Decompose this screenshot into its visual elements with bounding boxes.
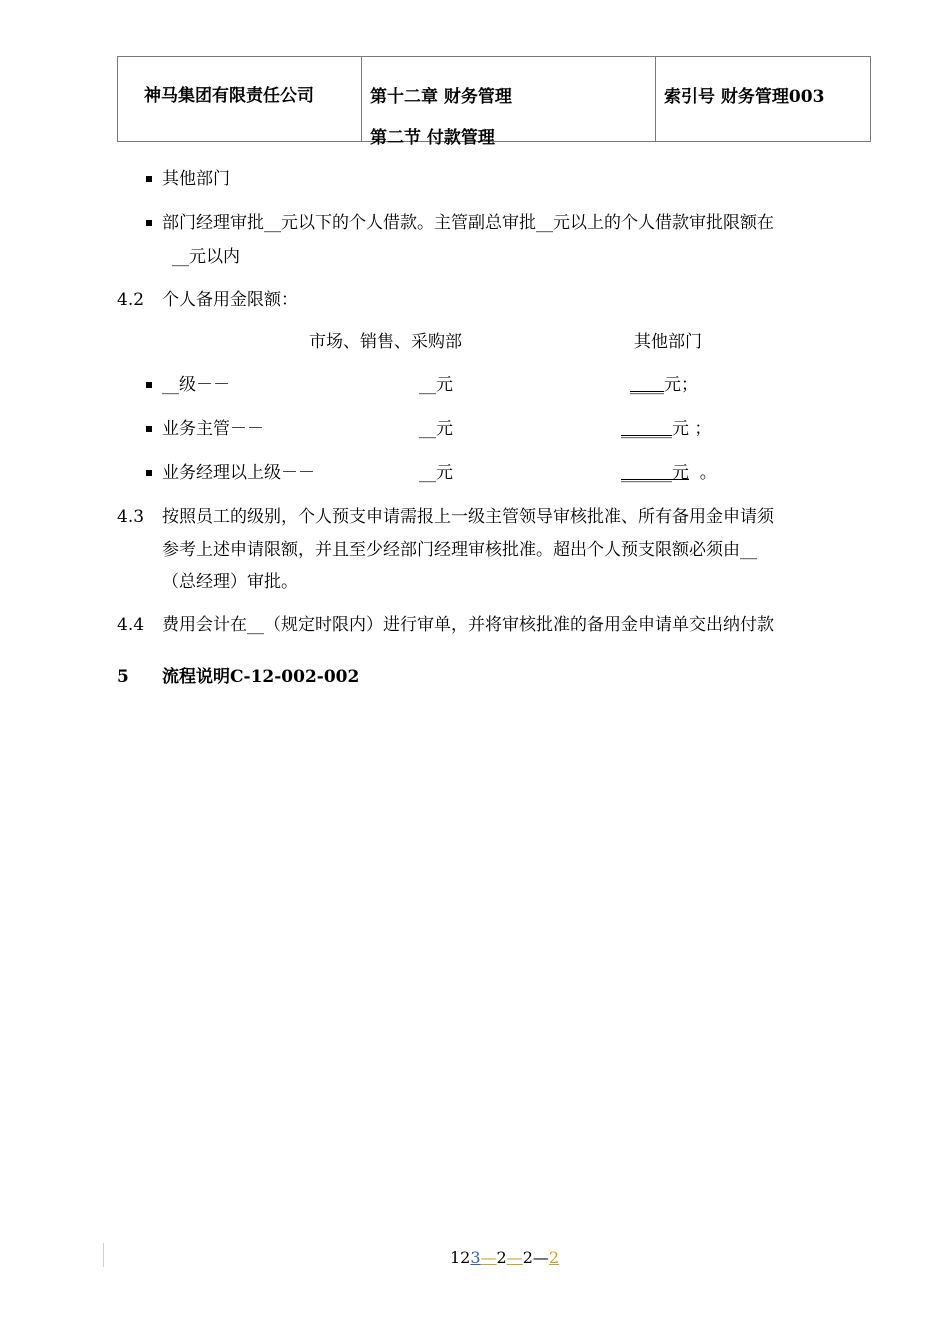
page-number: 123—2—2—2 [450, 1248, 560, 1267]
header-chapter-cell [362, 57, 656, 148]
limit-row-other-value: ______元 ； [621, 419, 712, 439]
header-table [117, 56, 871, 148]
limit-row-label: __级－－ [162, 375, 230, 395]
section-4-3-number: 4.3 [117, 507, 145, 527]
section-4-3-line1: 按照员工的级别，个人预支申请需报上一级主管领导审核批准、所有备用金申请须 [162, 507, 774, 527]
section-4-4-number: 4.4 [117, 615, 145, 635]
bullet-approval-line2: __元以内 [172, 247, 240, 267]
section-4-4-text: 费用会计在__（规定时限内）进行审单，并将审核批准的备用金申请单交出纳付款 [162, 615, 774, 635]
limit-row-sales-value: __元 [419, 375, 453, 395]
bullet-marker [146, 426, 152, 432]
limit-row-other-value: ____元； [630, 375, 698, 395]
limit-row-label: 业务经理以上级－－ [162, 463, 315, 483]
bullet-marker [146, 470, 152, 476]
chapter-title: 第十二章 财务管理 [370, 87, 512, 107]
limit-row-sales-value: __元 [419, 463, 453, 483]
bullet-marker [146, 176, 152, 182]
bullet-marker [146, 220, 152, 226]
footer-margin-mark [103, 1243, 104, 1267]
limit-row-sales-value: __元 [419, 419, 453, 439]
column-header-other: 其他部门 [634, 332, 702, 352]
section-5-title: 流程说明C-12-002-002 [162, 667, 360, 687]
bullet-approval-line1: 部门经理审批__元以下的个人借款。主管副总审批__元以上的个人借款审批限额在 [162, 213, 774, 233]
section-5-number: 5 [117, 667, 129, 687]
bullet-other-dept: 其他部门 [162, 169, 230, 189]
section-4-2-text: 个人备用金限额： [162, 290, 298, 310]
section-title: 第二节 付款管理 [370, 128, 495, 148]
limit-row-other-value: ______元 。 [621, 463, 717, 483]
company-name: 神马集团有限责任公司 [144, 86, 314, 106]
column-header-sales: 市场、销售、采购部 [309, 332, 462, 352]
section-4-3-line2: 参考上述申请限额，并且至少经部门经理审核批准。超出个人预支限额必须由__ [162, 540, 757, 560]
section-4-2-number: 4.2 [117, 290, 145, 310]
header-company-cell [118, 57, 362, 141]
header-index-cell [656, 57, 870, 141]
limit-row-label: 业务主管－－ [162, 419, 264, 439]
section-4-3-line3: （总经理）审批。 [162, 572, 298, 592]
index-number: 索引号 财务管理003 [664, 87, 825, 107]
bullet-marker [146, 382, 152, 388]
